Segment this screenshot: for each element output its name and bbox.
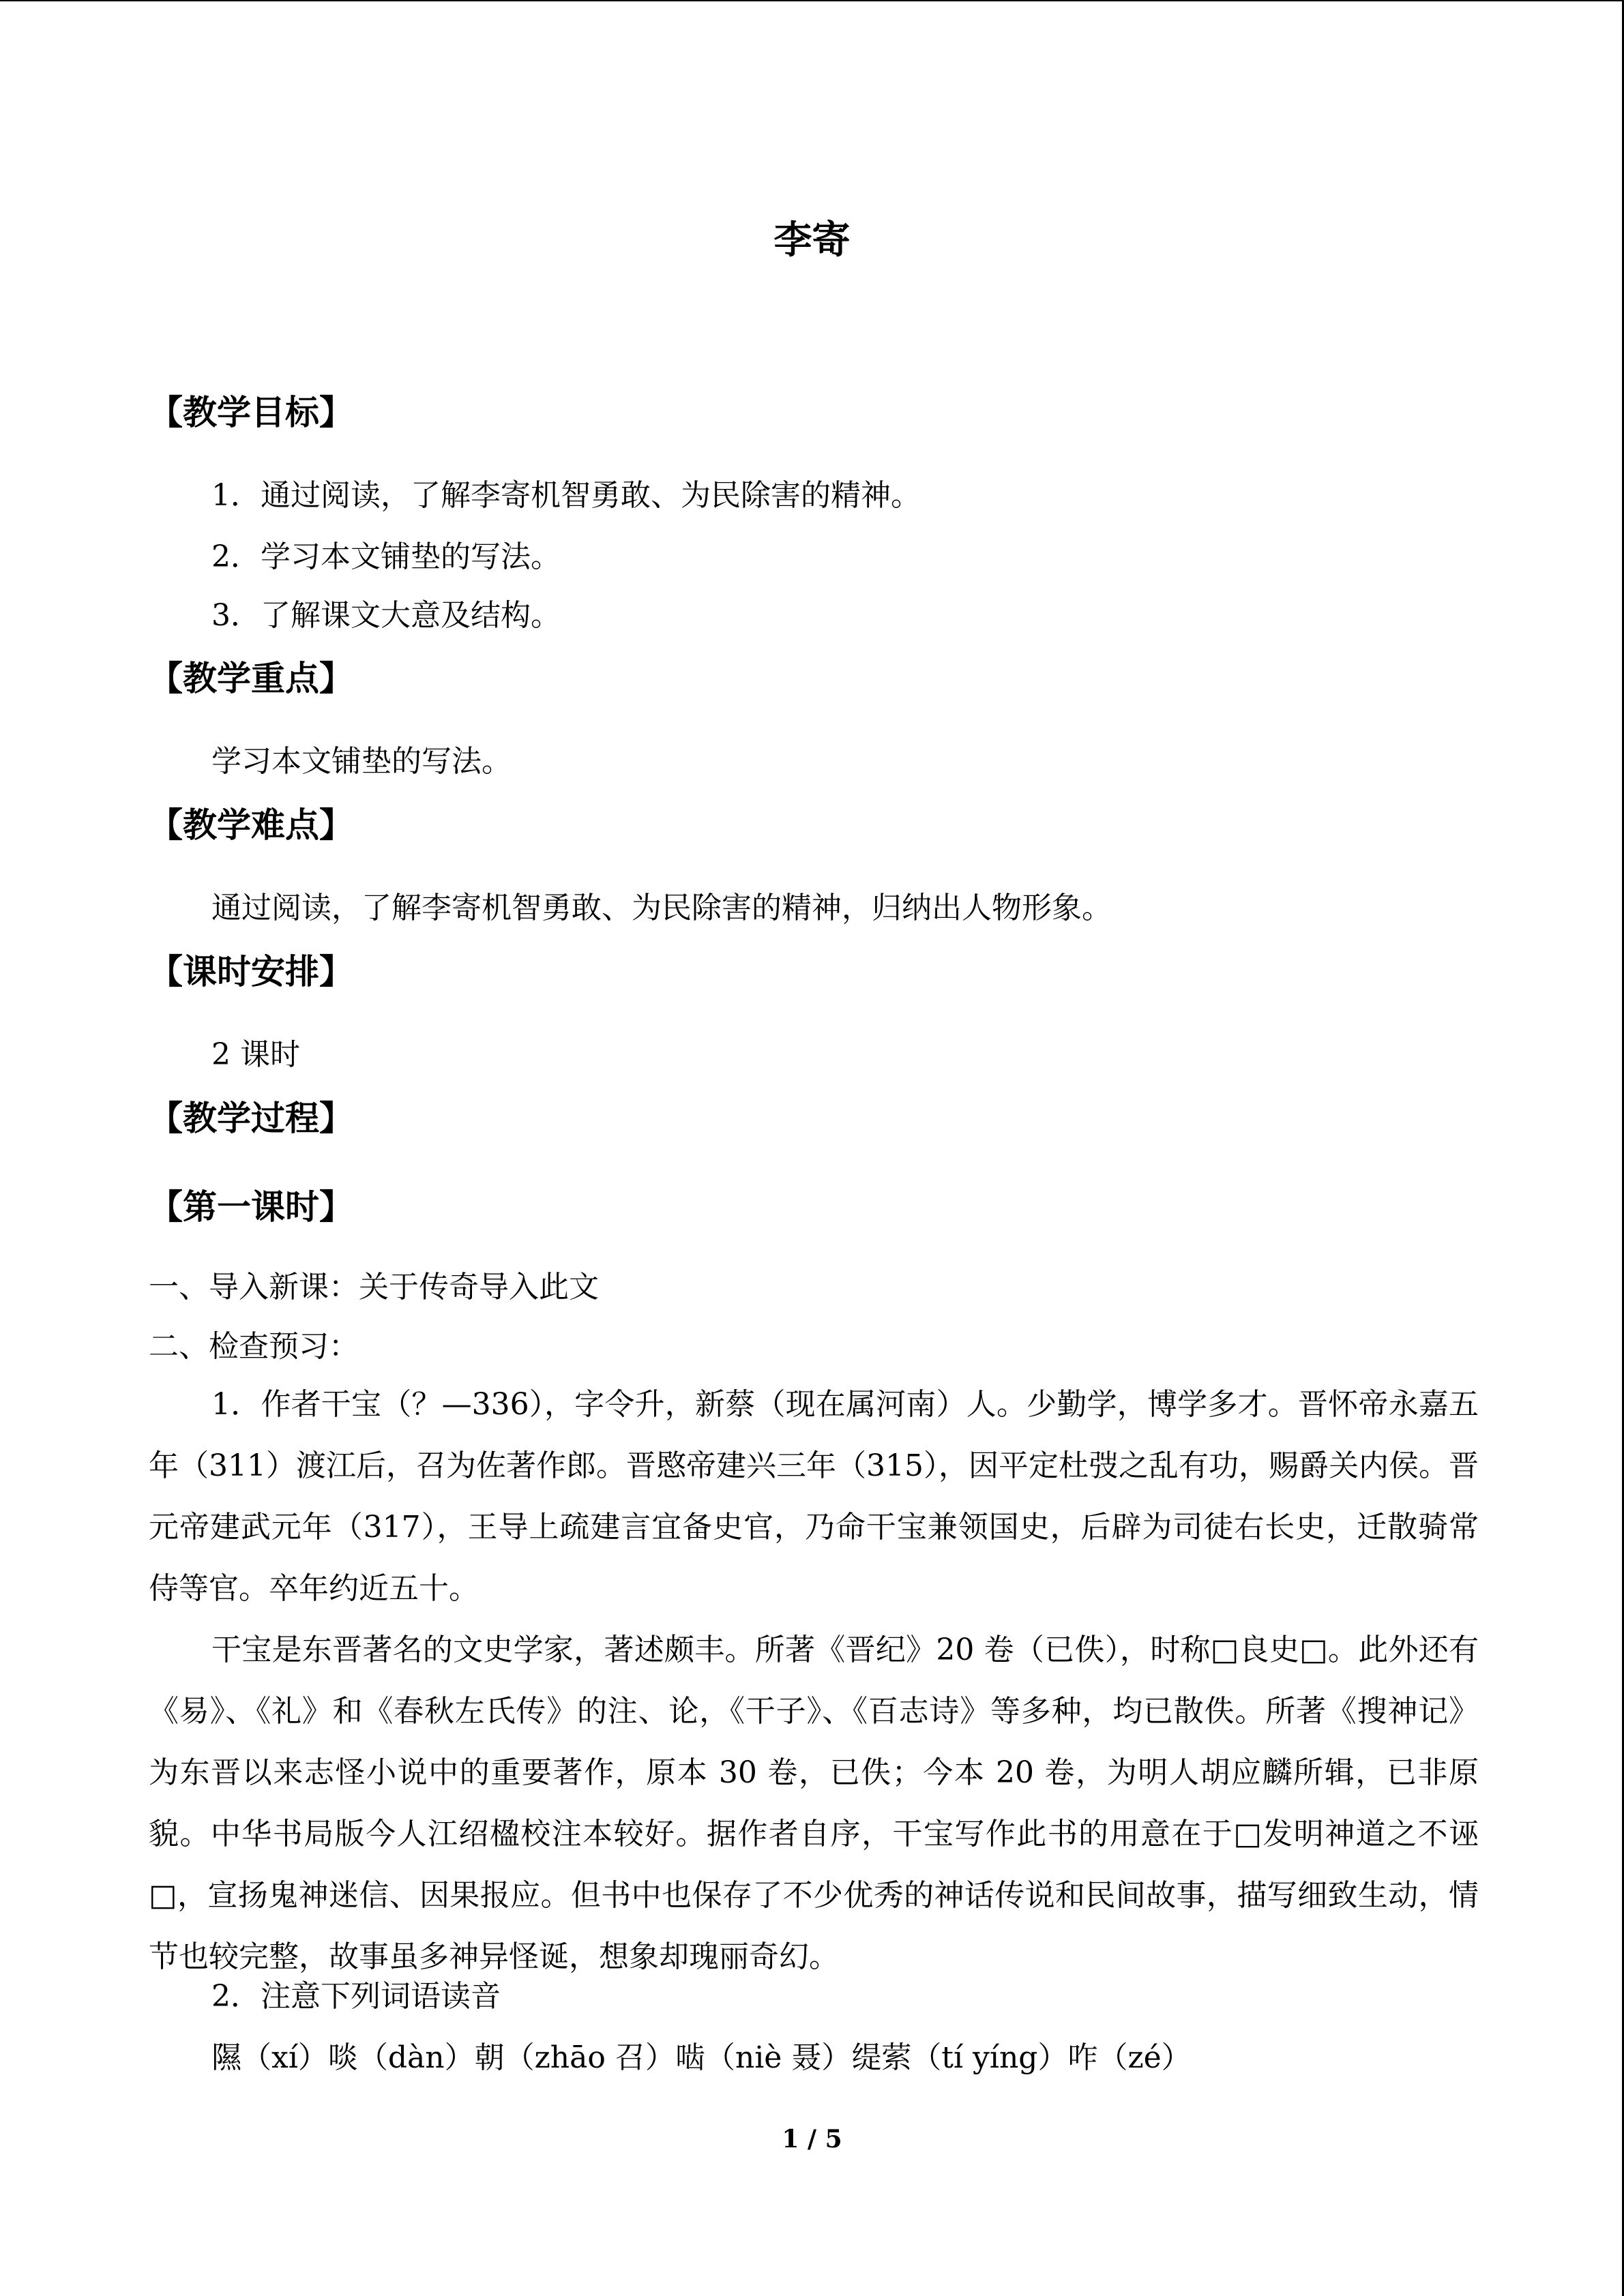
heading-key-points: 【教学重点】 bbox=[149, 659, 353, 698]
objective-item-1: 1．通过阅读，了解李寄机智勇敢、为民除害的精神。 bbox=[211, 478, 921, 513]
heading-schedule: 【课时安排】 bbox=[149, 952, 353, 992]
author-paragraph: 1．作者干宝（？—336），字令升，新蔡（现在属河南）人。少勤学，博学多才。晋怀帝永嘉五年（311）渡江后，召为佐著作郎。晋愍帝建兴三年（315），因平定杜弢之乱有功，赐爵关内侯。晋元帝建武元年（317），王导上疏建言宜备史官，乃命干宝兼领国史，后辟为司徒右长史，迁散骑常侍等官。卒年约近五十。 bbox=[149, 1387, 1479, 1606]
heading-lesson-1: 【第一课时】 bbox=[149, 1187, 353, 1227]
page-top-border bbox=[0, 0, 1624, 1]
step-preview: 二、检查预习： bbox=[149, 1329, 359, 1364]
schedule-text: 2 课时 bbox=[211, 1037, 300, 1072]
heading-difficulties: 【教学难点】 bbox=[149, 805, 353, 845]
difficulties-text: 通过阅读，了解李寄机智勇敢、为民除害的精神，归纳出人物形象。 bbox=[211, 891, 1112, 925]
step-intro: 一、导入新课：关于传奇导入此文 bbox=[149, 1270, 599, 1304]
heading-objectives: 【教学目标】 bbox=[149, 393, 353, 432]
page-number: 1 / 5 bbox=[782, 2125, 842, 2153]
works-paragraph: 干宝是东晋著名的文史学家，著述颇丰。所著《晋纪》20 卷（已佚），时称□良史□。此外还有《易》、《礼》和《春秋左氏传》的注、论，《干子》、《百志诗》等多种，均已散佚。所著《搜神记》为东晋以来志怪小说中的重要著作，原本 30 卷，已佚；今本 20 卷，为明人胡应麟所辑，已非原貌。中华书局版今人江绍楹校注本较好。据作者自序，干宝写作此书的用意在于□发明神道之不诬□，宣扬鬼神迷信、因果报应。但书中也保存了不少优秀的神话传说和民间故事，描写细致生动，情节也较完整，故事虽多神异怪诞，想象却瑰丽奇幻。 bbox=[149, 1632, 1479, 1974]
heading-process: 【教学过程】 bbox=[149, 1099, 353, 1138]
pronunciation-line: 隰（xí）啖（dàn）朝（zhāo 召）啮（niè 聂）缇萦（tí yíng）咋（zé） bbox=[211, 2040, 1192, 2075]
key-points-text: 学习本文铺垫的写法。 bbox=[211, 744, 512, 779]
pronunciation-heading: 2．注意下列词语读音 bbox=[211, 1979, 501, 2014]
objective-item-3: 3．了解课文大意及结构。 bbox=[211, 598, 561, 633]
page-title: 李寄 bbox=[773, 218, 851, 263]
objective-item-2: 2．学习本文铺垫的写法。 bbox=[211, 539, 561, 574]
